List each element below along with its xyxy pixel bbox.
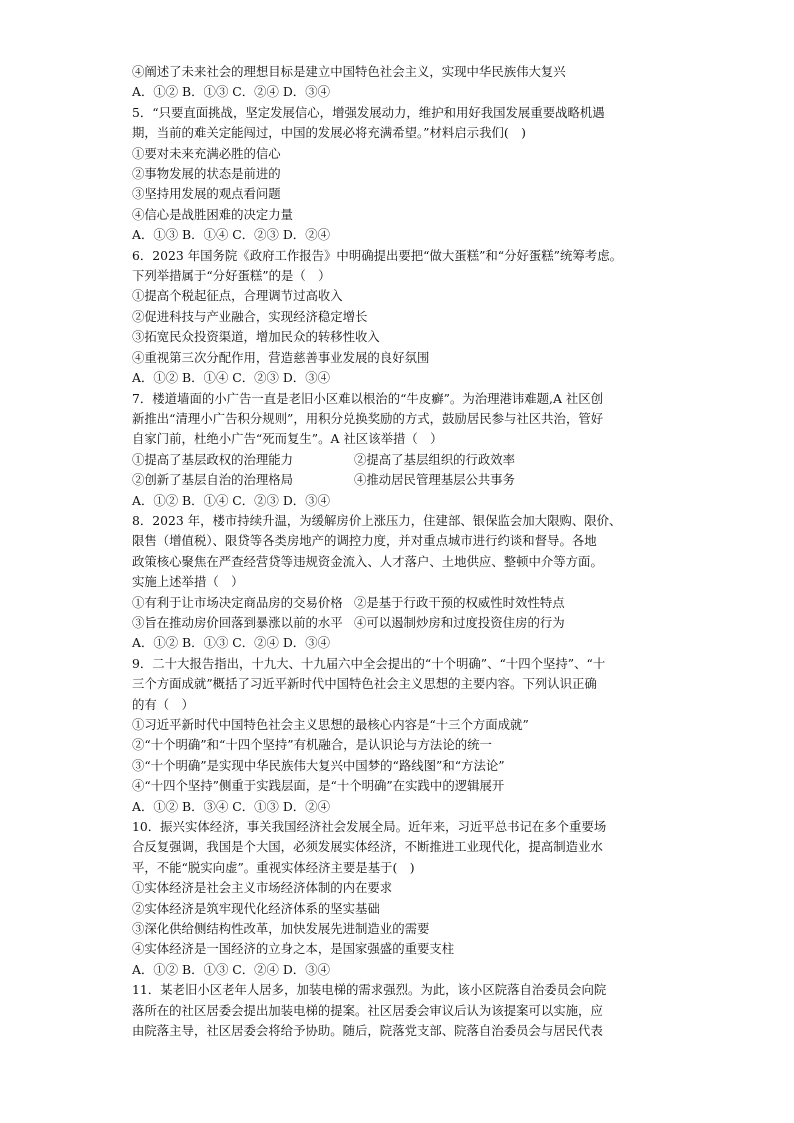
- text-line: A．①② B．①③ C．②④ D．③④: [132, 84, 330, 100]
- option-cell: ①提高了基层政权的治理能力: [132, 451, 294, 467]
- text-line: ②事物发展的状态是前进的: [132, 166, 281, 182]
- text-line: 5．“只要直面挑战，坚定发展信心，增强发展动力，维护和用好我国发展重要战略机遇: [132, 104, 605, 120]
- text-line: A．①② B．①④ C．②③ D．③④: [132, 492, 330, 508]
- text-line: 由院落主导，社区居委会将给予协助。随后，院落党支部、院落自治委员会与居民代表: [132, 1023, 603, 1039]
- text-line: ③拓宽民众投资渠道，增加民众的转移性收入: [132, 329, 380, 345]
- text-line: ④重视第三次分配作用，营造慈善事业发展的良好氛围: [132, 349, 430, 365]
- text-line: ③深化供给侧结构性改革，加快发展先进制造业的需要: [132, 921, 430, 937]
- option-row: [132, 470, 672, 490]
- option-cell: ④推动居民管理基层公共事务: [354, 472, 516, 488]
- text-line: 平，不能“脱实向虚”。重视实体经济主要是基于( ): [132, 859, 415, 875]
- text-line: A．①② B．①③ C．②④ D．③④: [132, 961, 330, 977]
- text-line: 三个方面成就”概括了习近平新时代中国特色社会主义思想的主要内容。下列认识正确: [132, 676, 597, 692]
- option-cell: ④可以遏制炒房和过度投资住房的行为: [354, 614, 565, 630]
- text-line: 实施上述举措（ ）: [132, 574, 244, 590]
- text-line: A．①② B．③④ C．①③ D．②④: [132, 798, 330, 814]
- text-line: ②实体经济是筑牢现代化经济体系的坚实基础: [132, 900, 380, 916]
- text-line: ④信心是战胜困难的决定力量: [132, 206, 294, 222]
- option-cell: ②是基于行政干预的权威性时效性特点: [354, 594, 565, 610]
- question-text: [132, 62, 672, 1042]
- text-line: 6．2023 年国务院《政府工作报告》中明确提出要把“做大蛋糕”和“分好蛋糕”统筹考虑。: [132, 247, 622, 263]
- option-cell: ②提高了基层组织的行政效率: [354, 451, 516, 467]
- text-line: 10．振兴实体经济，事关我国经济社会发展全局。近年来，习近平总书记在多个重要场: [132, 819, 607, 835]
- option-row: [132, 593, 672, 613]
- text-line: A．①② B．①③ C．②④ D．③④: [132, 635, 330, 651]
- text-line: ①实体经济是社会主义市场经济体制的内在要求: [132, 880, 393, 896]
- text-line: ②“十个明确”和“十四个坚持”有机融合，是认识论与方法论的统一: [132, 737, 492, 753]
- text-line: 限售（增值税）、限贷等各类房地产的调控力度，并对重点城市进行约谈和督导。各地: [132, 533, 597, 549]
- option-cell: ③旨在推动房价回落到暴涨以前的水平: [132, 614, 343, 630]
- option-row: [132, 613, 672, 633]
- option-cell: ②创新了基层自治的治理格局: [132, 472, 294, 488]
- text-line: 11．某老旧小区老年人居多，加装电梯的需求强烈。为此，该小区院落自治委员会向院: [132, 982, 607, 998]
- text-line: 期，当前的难关定能闯过，中国的发展必将充满希望。”材料启示我们( ): [132, 125, 526, 141]
- text-line: 合反复强调，我国是个大国，必须发展实体经济，不断推进工业现代化，提高制造业水: [132, 839, 603, 855]
- text-line: 下列举措属于“分好蛋糕”的是（ ）: [132, 268, 331, 284]
- option-row: [132, 450, 672, 470]
- text-line: 9．二十大报告指出，十九大、十九届六中全会提出的“十个明确”、“十四个坚持”、“十: [132, 655, 606, 671]
- text-line: 自家门前，杜绝小广告“死而复生”。A 社区该举措（ ）: [132, 431, 443, 447]
- text-line: 政策核心聚焦在严查经营贷等违规资金流入、人才落户、土地供应、整顿中介等方面。: [132, 553, 603, 569]
- text-line: 落所在的社区居委会提出加装电梯的提案。社区居委会审议后认为该提案可以实施，应: [132, 1002, 603, 1018]
- text-line: 7．楼道墙面的小广告一直是老旧小区难以根治的“牛皮癣”。为治理港讳难题,A 社区创: [132, 390, 604, 406]
- text-line: ①习近平新时代中国特色社会主义思想的最核心内容是“十三个方面成就”: [132, 717, 529, 732]
- text-line: ②促进科技与产业融合，实现经济稳定增长: [132, 308, 368, 324]
- text-line: 8．2023 年，楼市持续升温，为缓解房价上涨压力，住建部、银保监会加大限购、限价、: [132, 512, 622, 528]
- text-line: ①要对未来充满必胜的信心: [132, 145, 281, 161]
- text-line: ③坚持用发展的观点看问题: [132, 186, 281, 202]
- text-line: ④“十四个坚持”侧重于实践层面，是“十个明确”在实践中的逻辑展开: [132, 778, 505, 794]
- text-line: ④阐述了未来社会的理想目标是建立中国特色社会主义，实现中华民族伟大复兴: [132, 64, 566, 79]
- text-line: 新推出“清理小广告积分规则”，用积分兑换奖励的方式，鼓励居民参与社区共治，管好: [132, 410, 604, 426]
- text-line: ④实体经济是一国经济的立身之本，是国家强盛的重要支柱: [132, 941, 455, 957]
- text-line: ①提高个税起征点，合理调节过高收入: [132, 288, 343, 304]
- text-line: A．①③ B．①④ C．②③ D．②④: [132, 227, 330, 243]
- option-cell: ①有利于让市场决定商品房的交易价格: [132, 594, 343, 610]
- text-line: ③“十个明确”是实现中华民族伟大复兴中国梦的“路线图”和“方法论”: [132, 757, 505, 773]
- text-line: 的有（ ）: [132, 696, 194, 712]
- text-line: A．①② B．①④ C．②③ D．③④: [132, 370, 330, 386]
